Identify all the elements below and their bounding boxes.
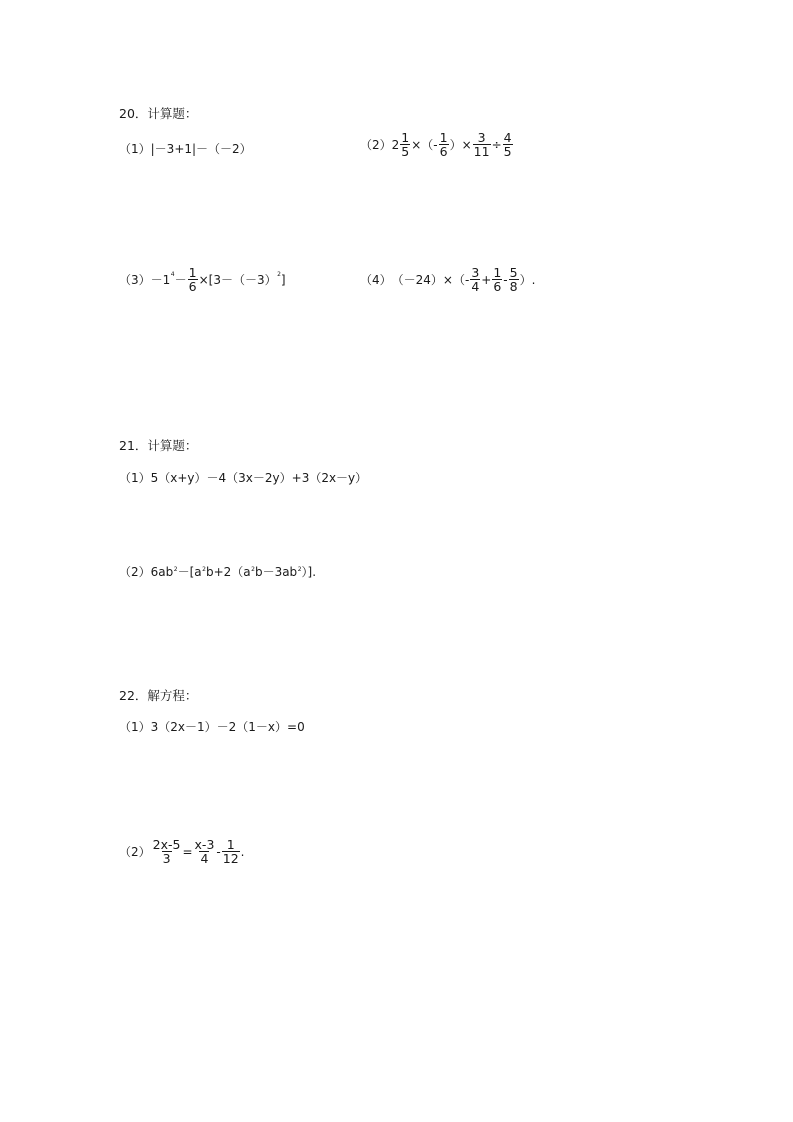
expression-text: （－24）×（ xyxy=(391,273,465,288)
denominator: 4 xyxy=(200,851,209,867)
q21-problem-1: （1）5（x+y）－4（3x－2y）+3（2x－y） xyxy=(119,471,368,485)
operator: ）× xyxy=(449,138,472,153)
exponent: 2 xyxy=(173,566,178,573)
numerator: 4 xyxy=(503,130,512,145)
expression-text: ×[3－（－3） xyxy=(198,273,277,288)
exponent: 4 xyxy=(170,271,175,279)
operator: ÷ xyxy=(491,137,502,152)
numerator: 1 xyxy=(439,130,448,145)
fraction xyxy=(152,838,182,865)
expression-text: －[a xyxy=(177,565,202,579)
exponent: 2 xyxy=(202,566,206,573)
denominator: 5 xyxy=(503,144,512,160)
problem-label: （4） xyxy=(360,273,392,288)
numerator: 1 xyxy=(401,130,410,145)
fraction xyxy=(492,266,502,293)
sign: - xyxy=(433,137,438,152)
operator: = xyxy=(182,844,193,859)
numerator: x-3 xyxy=(194,837,215,852)
fraction xyxy=(470,266,480,293)
fraction xyxy=(400,131,410,158)
q20-problem-3 xyxy=(119,266,286,293)
expression-text: ）]. xyxy=(301,565,317,579)
problem-label: （2） xyxy=(119,845,151,860)
denominator: 5 xyxy=(401,144,410,160)
operator: ×（ xyxy=(411,138,434,153)
fraction xyxy=(503,131,513,158)
fraction xyxy=(509,266,519,293)
expression-text: b－3ab xyxy=(254,565,298,579)
denominator: 11 xyxy=(473,144,490,160)
problem-label: （3） xyxy=(119,273,151,288)
q22-problem-2 xyxy=(119,838,244,865)
sign: - xyxy=(464,272,470,287)
numerator: 1 xyxy=(493,265,502,280)
denominator: 4 xyxy=(471,279,480,295)
numerator: 1 xyxy=(188,265,197,280)
expression-text: . xyxy=(240,844,245,859)
denominator: 12 xyxy=(222,851,239,867)
denominator: 6 xyxy=(493,279,502,295)
expression-text: b+2（a xyxy=(205,565,251,579)
numerator: 3 xyxy=(477,130,486,145)
operator: － xyxy=(174,273,187,288)
q21-problem-2 xyxy=(119,563,316,580)
exponent: 2 xyxy=(297,566,302,573)
numerator: 1 xyxy=(226,837,235,852)
q20-title: 20．计算题： xyxy=(119,106,198,121)
fraction xyxy=(222,838,240,865)
q20-problem-1: （1）|－3+1|－（－2） xyxy=(119,142,252,156)
operator: - xyxy=(216,844,221,859)
expression-text: ] xyxy=(280,272,286,287)
q22-title: 22．解方程： xyxy=(119,688,198,703)
fraction xyxy=(439,131,449,158)
mixed-whole: 2 xyxy=(391,137,400,152)
q20-problem-2 xyxy=(360,131,514,158)
operator: - xyxy=(503,272,508,287)
expression-text: －1 xyxy=(150,273,171,288)
exponent: 2 xyxy=(277,271,281,279)
exponent: 2 xyxy=(251,566,255,573)
fraction xyxy=(188,266,198,293)
q20-problem-4 xyxy=(360,266,535,293)
problem-label: （2） xyxy=(360,138,392,153)
numerator: 2x-5 xyxy=(152,837,181,852)
denominator: 6 xyxy=(188,279,197,295)
q21-title: 21．计算题： xyxy=(119,438,198,453)
expression-text: （2）6ab xyxy=(119,565,174,579)
expression-text: ）. xyxy=(519,273,536,288)
numerator: 3 xyxy=(471,265,480,280)
numerator: 5 xyxy=(509,265,518,280)
fraction xyxy=(473,131,491,158)
denominator: 6 xyxy=(439,144,448,160)
operator: + xyxy=(481,272,492,287)
q22-problem-1: （1）3（2x－1）－2（1－x）=0 xyxy=(119,720,305,734)
denominator: 3 xyxy=(162,851,171,867)
denominator: 8 xyxy=(509,279,518,295)
fraction xyxy=(194,838,216,865)
